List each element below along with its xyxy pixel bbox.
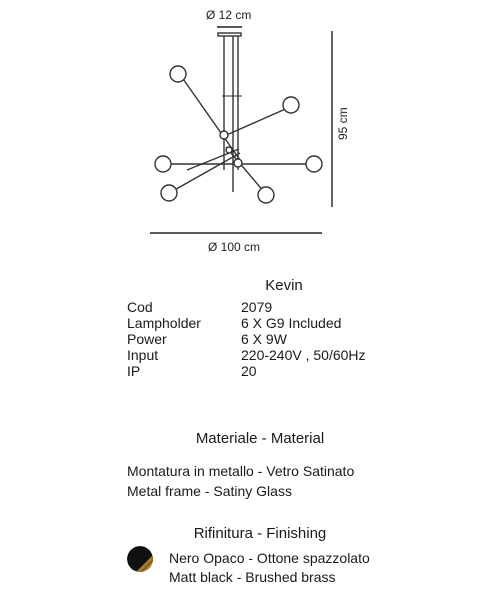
finishing-line-english: Matt black - Brushed brass [169,569,336,585]
spec-row [127,331,366,347]
finish-swatch-icon [127,546,153,572]
spec-value: 2079 [241,299,273,315]
pendant-lamp-diagram [0,0,500,262]
material-title: Materiale - Material [195,430,325,447]
spec-key: Cod [127,299,153,315]
spec-key: Power [127,331,167,347]
finishing-title: Rifinitura - Finishing [193,525,327,542]
spec-key: Input [127,347,159,363]
spec-value: 6 X G9 Included [241,315,342,331]
spec-value: 220-240V , 50/60Hz [241,347,366,363]
arm-2 [222,107,290,137]
spec-value: 20 [241,363,257,379]
glass-globe [306,156,322,172]
material-line-english: Metal frame - Satiny Glass [127,483,292,499]
spec-value: 6 X 9W [241,331,287,347]
spec-row [127,347,366,363]
top-diameter-label: Ø 12 cm [206,8,252,22]
material-description [127,461,354,501]
ceiling-canopy [218,33,241,36]
lamp-technical-drawing [0,0,500,262]
spec-table [127,299,366,379]
spec-row [127,299,366,315]
glass-globe [283,97,299,113]
arm-4 [171,153,240,192]
small-globe [220,131,228,139]
spec-row [127,363,366,379]
glass-globe [170,66,186,82]
product-name: Kevin [265,277,303,294]
small-globe [234,159,242,167]
glass-globe [161,185,177,201]
spec-row [127,315,366,331]
finish-swatch [127,546,153,572]
spec-key: IP [127,363,141,379]
bottom-diameter-label: Ø 100 cm [208,240,261,254]
glass-globe [155,156,171,172]
height-label: 95 cm [336,107,350,140]
material-line-italian: Montatura in metallo - Vetro Satinato [127,463,355,479]
arm-5 [226,147,265,193]
finishing-line-italian: Nero Opaco - Ottone spazzolato [169,550,370,566]
finishing-description [169,549,370,587]
glass-globe [258,187,274,203]
spec-key: Lampholder [127,315,201,331]
small-globe [226,147,232,153]
